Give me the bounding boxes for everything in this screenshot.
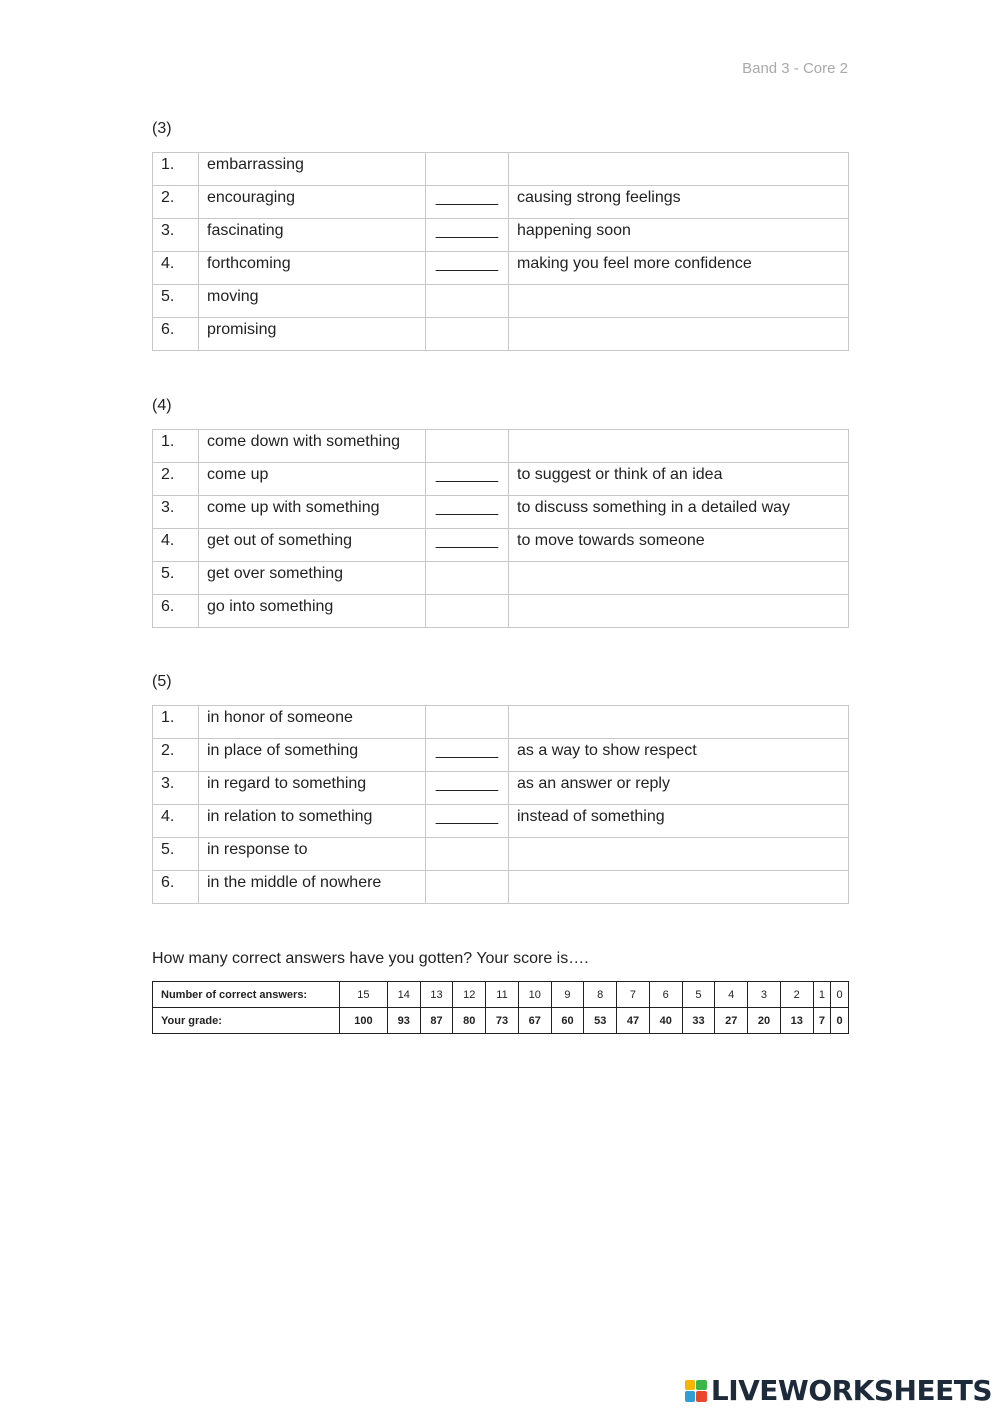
grade-cell: 87 [420, 1008, 453, 1034]
definition: as an answer or reply [509, 772, 849, 805]
answer-blank [426, 871, 509, 904]
item-number: 2. [153, 186, 199, 219]
answer-blank [426, 595, 509, 628]
table-row [153, 318, 849, 351]
item-number: 6. [153, 871, 199, 904]
logo-square [685, 1380, 696, 1391]
item-term: get over something [199, 562, 426, 595]
item-number: 6. [153, 318, 199, 351]
table-row [153, 496, 849, 529]
score-question: How many correct answers have you gotten? Your score is…. [152, 950, 589, 967]
item-number: 1. [153, 153, 199, 186]
answer-blank[interactable]: _______ [426, 463, 509, 496]
item-term: in place of something [199, 739, 426, 772]
answer-blank[interactable]: _______ [426, 252, 509, 285]
correct-count-cell: 4 [715, 982, 748, 1008]
table-row [153, 285, 849, 318]
section-5-label: (5) [152, 673, 172, 690]
definition: causing strong feelings [509, 186, 849, 219]
definition: as a way to show respect [509, 739, 849, 772]
answer-blank [426, 153, 509, 186]
item-term: in honor of someone [199, 706, 426, 739]
answer-blank[interactable]: _______ [426, 805, 509, 838]
logo-text: LIVEWORKSHEETS [710, 1374, 992, 1407]
correct-count-cell: 6 [649, 982, 682, 1008]
item-term: in regard to something [199, 772, 426, 805]
answer-blank[interactable]: _______ [426, 186, 509, 219]
logo-icon [685, 1380, 707, 1402]
grade-cell: 47 [617, 1008, 650, 1034]
definition [509, 871, 849, 904]
grade-cell: 53 [584, 1008, 617, 1034]
score-correct-row [153, 982, 849, 1008]
table-row [153, 838, 849, 871]
table-row [153, 186, 849, 219]
item-term: in relation to something [199, 805, 426, 838]
correct-count-cell: 5 [682, 982, 715, 1008]
item-number: 3. [153, 219, 199, 252]
grade-cell: 20 [748, 1008, 781, 1034]
table-row [153, 529, 849, 562]
section-5-table [152, 705, 849, 904]
section-4-table [152, 429, 849, 628]
section-3-table [152, 152, 849, 351]
correct-count-cell: 0 [831, 982, 849, 1008]
table-row [153, 153, 849, 186]
correct-count-cell: 15 [340, 982, 388, 1008]
score-table [152, 981, 849, 1034]
correct-count-cell: 9 [551, 982, 584, 1008]
item-number: 4. [153, 805, 199, 838]
table-row [153, 871, 849, 904]
item-number: 2. [153, 739, 199, 772]
answer-blank [426, 838, 509, 871]
correct-count-cell: 11 [486, 982, 519, 1008]
definition [509, 838, 849, 871]
correct-count-cell: 13 [420, 982, 453, 1008]
definition [509, 595, 849, 628]
item-number: 4. [153, 529, 199, 562]
table-row [153, 706, 849, 739]
table-row [153, 595, 849, 628]
definition [509, 430, 849, 463]
grade-cell: 33 [682, 1008, 715, 1034]
grade-cell: 60 [551, 1008, 584, 1034]
answer-blank [426, 285, 509, 318]
answer-blank[interactable]: _______ [426, 529, 509, 562]
item-term: promising [199, 318, 426, 351]
table-row [153, 463, 849, 496]
item-term: embarrassing [199, 153, 426, 186]
grade-cell: 13 [780, 1008, 813, 1034]
grade-cell: 67 [518, 1008, 551, 1034]
definition: instead of something [509, 805, 849, 838]
table-row [153, 739, 849, 772]
answer-blank [426, 562, 509, 595]
definition: to suggest or think of an idea [509, 463, 849, 496]
correct-count-cell: 12 [453, 982, 486, 1008]
page-header: Band 3 - Core 2 [742, 60, 848, 77]
answer-blank [426, 706, 509, 739]
item-number: 1. [153, 430, 199, 463]
grade-cell: 80 [453, 1008, 486, 1034]
item-number: 4. [153, 252, 199, 285]
grade-cell: 40 [649, 1008, 682, 1034]
table-row [153, 430, 849, 463]
answer-blank [426, 318, 509, 351]
grade-cell: 93 [387, 1008, 420, 1034]
section-3-label: (3) [152, 120, 172, 137]
answer-blank[interactable]: _______ [426, 496, 509, 529]
item-term: forthcoming [199, 252, 426, 285]
correct-count-cell: 2 [780, 982, 813, 1008]
score-grade-row [153, 1008, 849, 1034]
grade-cell: 27 [715, 1008, 748, 1034]
logo-square [696, 1380, 707, 1391]
correct-count-cell: 3 [748, 982, 781, 1008]
correct-count-cell: 8 [584, 982, 617, 1008]
definition [509, 706, 849, 739]
item-number: 5. [153, 285, 199, 318]
item-number: 5. [153, 562, 199, 595]
definition [509, 318, 849, 351]
answer-blank[interactable]: _______ [426, 219, 509, 252]
item-number: 1. [153, 706, 199, 739]
grade-cell: 100 [340, 1008, 388, 1034]
liveworksheets-logo [685, 1374, 992, 1407]
item-term: fascinating [199, 219, 426, 252]
correct-label: Number of correct answers: [153, 982, 340, 1008]
definition [509, 562, 849, 595]
item-term: moving [199, 285, 426, 318]
item-number: 3. [153, 496, 199, 529]
answer-blank[interactable]: _______ [426, 772, 509, 805]
item-term: come up with something [199, 496, 426, 529]
item-number: 5. [153, 838, 199, 871]
correct-count-cell: 1 [813, 982, 831, 1008]
item-term: get out of something [199, 529, 426, 562]
definition [509, 285, 849, 318]
definition: happening soon [509, 219, 849, 252]
item-number: 3. [153, 772, 199, 805]
table-row [153, 772, 849, 805]
table-row [153, 252, 849, 285]
definition: to move towards someone [509, 529, 849, 562]
grade-cell: 7 [813, 1008, 831, 1034]
grade-label: Your grade: [153, 1008, 340, 1034]
definition: making you feel more confidence [509, 252, 849, 285]
item-term: encouraging [199, 186, 426, 219]
grade-cell: 0 [831, 1008, 849, 1034]
item-term: in the middle of nowhere [199, 871, 426, 904]
correct-count-cell: 7 [617, 982, 650, 1008]
item-term: come down with something [199, 430, 426, 463]
correct-count-cell: 10 [518, 982, 551, 1008]
logo-square [696, 1391, 707, 1402]
answer-blank[interactable]: _______ [426, 739, 509, 772]
definition: to discuss something in a detailed way [509, 496, 849, 529]
grade-cell: 73 [486, 1008, 519, 1034]
table-row [153, 219, 849, 252]
section-4-label: (4) [152, 397, 172, 414]
item-term: go into something [199, 595, 426, 628]
table-row [153, 805, 849, 838]
item-number: 6. [153, 595, 199, 628]
correct-count-cell: 14 [387, 982, 420, 1008]
item-term: come up [199, 463, 426, 496]
answer-blank [426, 430, 509, 463]
item-term: in response to [199, 838, 426, 871]
logo-square [685, 1391, 696, 1402]
table-row [153, 562, 849, 595]
definition [509, 153, 849, 186]
item-number: 2. [153, 463, 199, 496]
